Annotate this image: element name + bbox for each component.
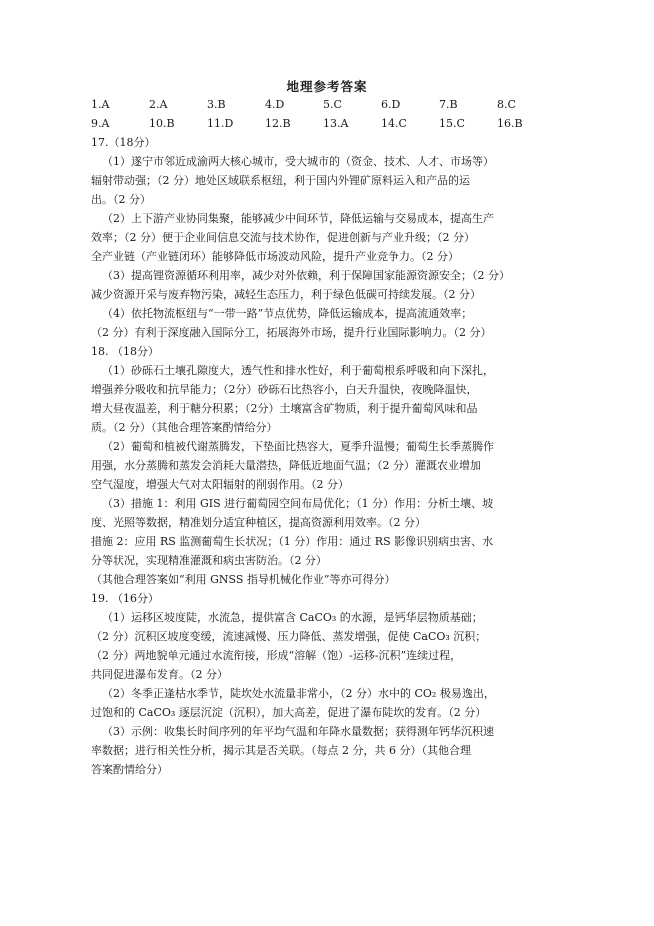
answer-line: （4）依托物流枢纽与“一带一路”节点优势，降低运输成本，提高流通效率； [102, 307, 473, 320]
answer-line: 空气湿度，增强大气对太阳辐射的削弱作用。（2 分） [91, 478, 349, 491]
answer-line: （1）运移区坡度陡，水流急，提供富含 CaCO₃ 的水源，是钙华层物质基础； [102, 611, 483, 624]
answer-line: 度、光照等数据，精准划分适宜种植区，提高资源利用效率。（2 分） [91, 516, 426, 529]
answer-line: 质。（2 分）（其他合理答案酌情给分） [91, 421, 278, 434]
answer-line: 增大昼夜温差，利于糖分积累；（2分）土壤富含矿物质，利于提升葡萄风味和品 [91, 402, 478, 415]
choice-answer: 3.B [207, 98, 226, 111]
answer-line: （2）上下游产业协同集聚，能够减少中间环节，降低运输与交易成本，提高生产 [102, 212, 494, 225]
answer-line: 辐射带动强；（2 分）地处区域联系枢纽，利于国内外锂矿原料运入和产品的运 [91, 174, 470, 187]
answer-line: （3）措施 1：利用 GIS 进行葡萄园空间布局优化；（1 分）作用：分析土壤、坡 [102, 497, 494, 510]
answer-line: 减少资源开采与废弃物污染，减轻生态压力，利于绿色低碳可持续发展。（2 分） [91, 288, 481, 301]
choice-answer: 13.A [323, 117, 349, 130]
choice-answer: 10.B [149, 117, 175, 130]
answer-line: 效率；（2 分）便于企业间信息交流与技术协作，促进创新与产业升级；（2 分） [91, 231, 475, 244]
answer-line: 出。（2 分） [91, 193, 151, 206]
answer-line: 答案酌情给分） [91, 763, 168, 776]
answer-line: 共同促进瀑布发育。（2 分） [91, 668, 228, 681]
choice-answer: 11.D [207, 117, 234, 130]
choice-answer: 5.C [323, 98, 342, 111]
answer-line: （1）砂砾石土壤孔隙度大，透气性和排水性好，利于葡萄根系呼吸和向下深扎， [102, 364, 494, 377]
question-18-heading: 18. （18分） [91, 345, 159, 358]
choice-answer: 14.C [381, 117, 407, 130]
answer-line: （2 分）沉积区坡度变缓，流速减慢、压力降低、蒸发增强，促使 CaCO₃ 沉积； [91, 630, 487, 643]
choice-answer: 12.B [265, 117, 291, 130]
answer-line: （2）冬季正逢枯水季节，陡坎处水流量非常小，（2 分）水中的 CO₂ 极易逸出， [102, 687, 495, 700]
answer-line: （2 分）两地貌单元通过水流衔接，形成“溶解（饱）-运移-沉积”连续过程， [91, 649, 462, 662]
answer-line: 分等状况，实现精准灌溉和病虫害防治。（2 分） [91, 554, 327, 567]
answer-line: （1）遂宁市邻近成渝两大核心城市，受大城市的（资金、技术、人才、市场等） [102, 155, 494, 168]
choice-answers-row-2 [91, 114, 567, 133]
choice-answer: 4.D [265, 98, 285, 111]
choice-answer: 7.B [439, 98, 458, 111]
answer-line: （2）葡萄和植被代谢蒸腾发，下垫面比热容大，夏季升温慢；葡萄生长季蒸腾作 [102, 440, 494, 453]
answer-line: （3）提高锂资源循环利用率，减少对外依赖，利于保障国家能源资源安全；（2 分） [102, 269, 510, 282]
answer-content [91, 95, 567, 779]
choice-answers-row-1 [91, 95, 567, 114]
answer-note: （其他合理答案如“利用 GNSS 指导机械化作业”等亦可得分） [91, 573, 396, 586]
answer-line: 增强养分吸收和抗旱能力；（2分）砂砾石比热容小，白天升温快，夜晚降温快， [91, 383, 478, 396]
choice-answer: 16.B [497, 117, 523, 130]
choice-answer: 15.C [439, 117, 465, 130]
answer-line: 过饱和的 CaCO₃ 逐层沉淀（沉积），加大高差，促进了瀑布陡坎的发育。（2 分） [91, 706, 487, 719]
answer-line: 全产业链（产业链闭环）能够降低市场波动风险，提升产业竞争力。（2 分） [91, 250, 459, 263]
choice-answer: 8.C [497, 98, 516, 111]
answer-line: 用强，水分蒸腾和蒸发会消耗大量潜热，降低近地面气温；（2 分）灌溉农业增加 [91, 459, 481, 472]
question-19-heading: 19. （16分） [91, 592, 159, 605]
choice-answer: 1.A [91, 98, 110, 111]
choice-answer: 2.A [149, 98, 168, 111]
answer-line: （2 分）有利于深度融入国际分工，拓展海外市场，提升行业国际影响力。（2 分） [91, 326, 492, 339]
choice-answer: 9.A [91, 117, 110, 130]
page-title: 地理参考答案 [286, 79, 368, 94]
answer-line: 措施 2：应用 RS 监测葡萄生长状况；（1 分）作用：通过 RS 影像识别病虫害、水 [91, 535, 494, 548]
answer-line: （3）示例：收集长时间序列的年平均气温和年降水量数据；获得测年钙华沉积速 [102, 725, 494, 738]
question-17-heading: 17.（18分） [91, 136, 156, 149]
choice-answer: 6.D [381, 98, 401, 111]
answer-line: 率数据；进行相关性分析，揭示其是否关联。（每点 2 分，共 6 分）（其他合理 [91, 744, 471, 757]
